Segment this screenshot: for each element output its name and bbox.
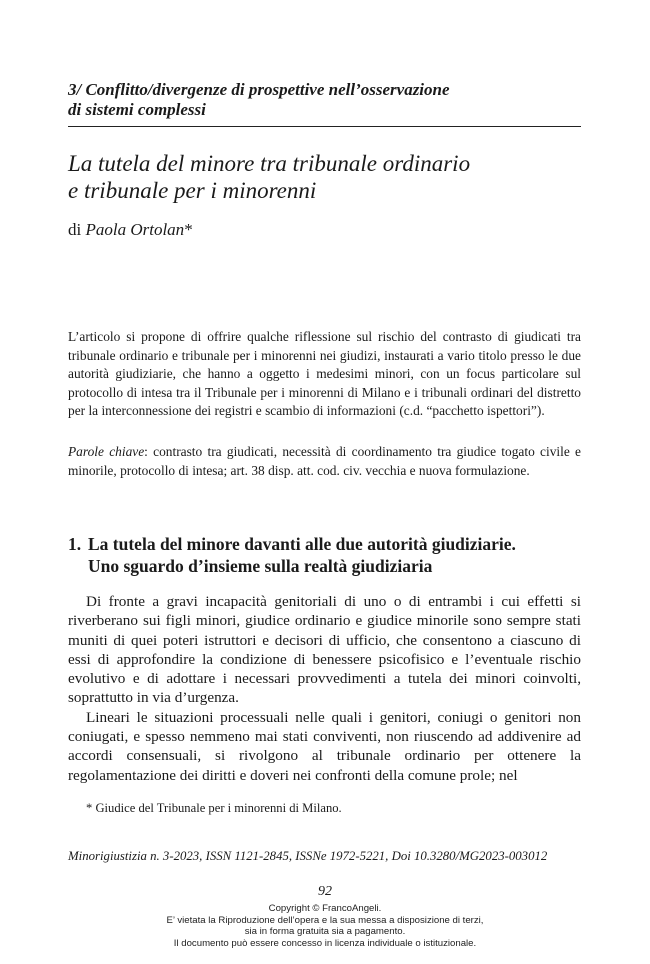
section-1-number: 1. — [68, 534, 82, 554]
footnote-marker: * — [184, 220, 193, 239]
article-title-line-1: La tutela del minore tra tribunale ordinario — [68, 151, 471, 176]
body-paragraph-2: Lineari le situazioni processuali nelle quali i genitori, coniugi o genitori non coniugati, e spesso nemmeno mai stati conviventi, non riuscendo ad addivenire ad accordi consensuali, si rivolgono al tribunale ordinario per ottenere la regolamentazione dei diritti e doveri nei confronti della comune prole; nel — [68, 708, 581, 784]
body-text — [68, 592, 581, 785]
copyright-line-2: E’ vietata la Riproduzione dell’opera e la sua messa a disposizione di terzi, — [166, 914, 484, 926]
header-divider — [68, 126, 581, 127]
footnote: * Giudice del Tribunale per i minorenni di Milano. — [86, 801, 342, 815]
byline — [68, 220, 193, 240]
section-heading — [68, 80, 588, 120]
section-1-title-line-2: Uno sguardo d’insieme sulla realtà giudiziaria — [88, 556, 433, 576]
copyright-line-3: sia in forma gratuita sia a pagamento. — [244, 926, 406, 938]
copyright-line-4: Il documento può essere concesso in licenza individuale o istituzionale. — [173, 938, 477, 950]
section-heading-line-2: di sistemi complessi — [68, 100, 206, 119]
copyright-notice — [0, 903, 650, 950]
keywords-text: : contrasto tra giudicati, necessità di coordinamento tra giudice togato civile e minorile, protocollo di intesa; art. 38 disp. att. cod. civ. vecchia e nuova formulazione. — [68, 444, 581, 478]
author-name: Paola Ortolan — [85, 220, 185, 239]
section-heading-line-1: 3/ Conflitto/divergenze di prospettive nell’osservazione — [68, 80, 450, 99]
section-1-heading — [68, 533, 581, 577]
article-title — [68, 150, 588, 204]
page-number: 92 — [318, 884, 332, 899]
journal-citation: Minorigiustizia n. 3-2023, ISSN 1121-2845, ISSNe 1972-5221, Doi 10.3280/MG2023-003012 — [68, 849, 548, 863]
byline-prefix: di — [68, 220, 86, 239]
abstract: L’articolo si propone di offrire qualche riflessione sul rischio del contrasto di giudicati tra tribunale ordinario e tribunale per i minorenni nei giudizi, instaurati a vario titolo presso le due autorità giudiziarie, che hanno a oggetto i medesimi minori, con un focus particolare sul protocollo di intesa tra il Tribunale per i minorenni di Milano e i tribunali ordinari del distretto per la interconnessione dei registri e scambio di informazioni (c.d. “pacchetto ispettori”). — [68, 329, 581, 419]
body-paragraph-1: Di fronte a gravi incapacità genitoriali di uno o di entrambi i cui effetti si riverberano sui figli minori, giudice ordinario e giudice minorile sono sempre stati muniti di quei poteri istruttori e decisori di ufficio, che consentono a ciascuno di essi di approfondire la condizione di benessere psicofisico e l’eventuale rischio evolutivo e di adottare i necessari provvedimenti a tutela dei minori coinvolti, soprattutto in via d’urgenza. — [68, 593, 581, 707]
article-title-line-2: e tribunale per i minorenni — [68, 178, 317, 203]
section-1-title-line-1: La tutela del minore davanti alle due autorità giudiziarie. — [88, 534, 516, 554]
keywords — [68, 443, 581, 480]
copyright-line-1: Copyright © FrancoAngeli. — [268, 903, 382, 914]
keywords-label: Parole chiave — [68, 444, 145, 459]
